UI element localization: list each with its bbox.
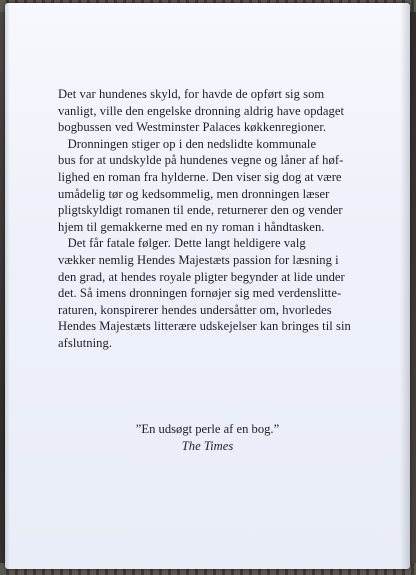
blurb-line: det. Så imens dronningen fornøjer sig med verdenslitte- — [58, 286, 342, 301]
review-source: The Times — [181, 438, 234, 453]
blurb-line: bus for at undskylde på hundenes vegne og låner af høf- — [58, 153, 344, 168]
blurb-line: vækker nemlig Hendes Majestæts passion for læsning i — [58, 252, 339, 267]
blurb-line: den grad, at hendes royale pligter begynder at lide under — [58, 269, 345, 284]
book-back-cover — [5, 3, 410, 569]
review-quote-block — [5, 421, 410, 454]
blurb-line: Det var hundenes skyld, for havde de opført sig som — [58, 87, 325, 101]
blurb-paragraph-3 — [58, 235, 376, 351]
blurb-line: bogbussen ved Westminster Palaces køkkenregioner. — [58, 120, 327, 135]
blurb-line: pligtskyldigt romanen til ende, returnerer den og vender — [58, 203, 343, 218]
blurb-line: umådelig tør og kedsommelig, men dronningen læser — [58, 186, 330, 201]
cover-spine-shadow — [400, 3, 410, 569]
blurb-line: raturen, konspirerer hendes undersåtter om, hvorledes — [58, 302, 332, 317]
blurb-line: lighed en roman fra hylderne. Den viser sig dog at være — [58, 169, 342, 184]
blurb-paragraph-1 — [58, 86, 376, 136]
blurb-line: afslutning. — [58, 335, 113, 350]
blurb-line: Det får fatale følger. Dette langt heldigere valg — [58, 236, 306, 251]
blurb-line: Hendes Majestæts litterære udskejelser kan bringes til sin — [58, 319, 351, 334]
blurb-line: vanligt, ville den engelske dronning aldrig have opdaget — [58, 103, 345, 118]
blurb-paragraph-2 — [58, 136, 376, 236]
blurb-text — [58, 86, 376, 352]
blurb-line: hjem til gemakkerne med en ny roman i håndtasken. — [58, 219, 325, 234]
cover-edge-shadow — [5, 3, 10, 569]
review-quote: ”En udsøgt perle af en bog.” — [135, 422, 280, 436]
blurb-line: Dronningen stiger op i den nedslidte kommunale — [58, 136, 317, 151]
